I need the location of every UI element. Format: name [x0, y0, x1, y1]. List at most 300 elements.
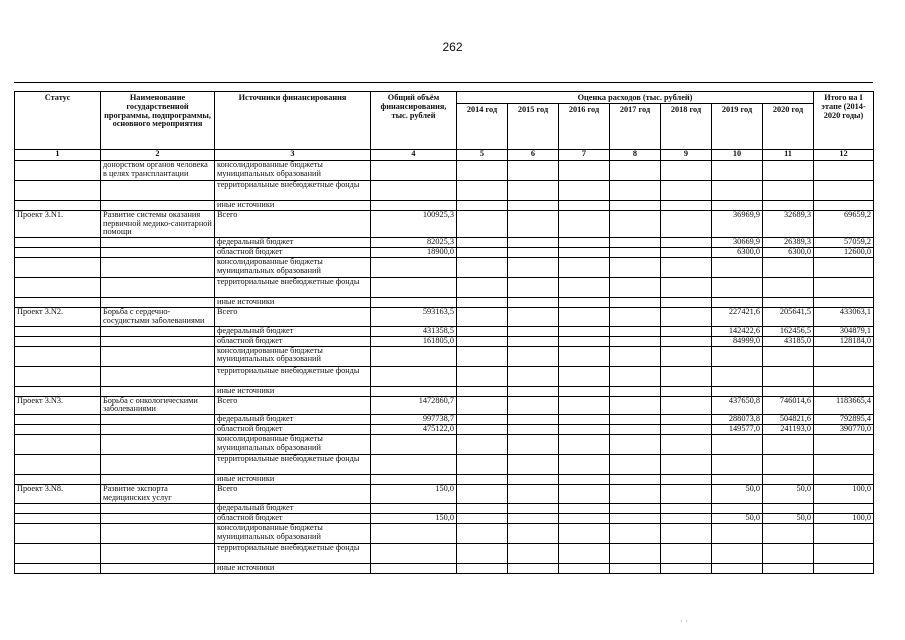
total-cell: [371, 435, 457, 455]
total-cell: [371, 563, 457, 573]
column-number: 4: [371, 149, 457, 160]
year-2019-cell: [712, 475, 763, 485]
source-cell: консолидированные бюджеты муниципальных образований: [215, 160, 371, 180]
total-cell: [371, 475, 457, 485]
year-cell: [610, 503, 661, 513]
year-cell: [508, 200, 559, 210]
source-cell: консолидированные бюджеты муниципальных образований: [215, 346, 371, 366]
header-year: 2018 год: [661, 103, 712, 149]
year-cell: [457, 435, 508, 455]
year-cell: [508, 308, 559, 327]
status-cell: [15, 435, 101, 455]
year-cell: [559, 563, 610, 573]
table-row: [15, 308, 874, 327]
column-number: 9: [661, 149, 712, 160]
header-year: 2015 год: [508, 103, 559, 149]
table-row: [15, 160, 874, 180]
year-2020-cell: [763, 386, 814, 396]
stage-total-cell: 304879,1: [814, 326, 874, 336]
year-2019-cell: [712, 366, 763, 386]
table-row: [15, 523, 874, 543]
source-cell: областной бюджет: [215, 513, 371, 523]
total-cell: [371, 523, 457, 543]
stage-total-cell: 390770,0: [814, 425, 874, 435]
year-cell: [610, 180, 661, 200]
year-cell: [610, 485, 661, 504]
year-2020-cell: 26389,3: [763, 238, 814, 248]
table-row: [15, 475, 874, 485]
year-cell: [661, 308, 712, 327]
year-cell: [610, 415, 661, 425]
table-row: [15, 200, 874, 210]
year-2020-cell: [763, 503, 814, 513]
total-cell: 150,0: [371, 485, 457, 504]
total-cell: 997738,7: [371, 415, 457, 425]
name-cell: [101, 503, 215, 513]
year-cell: [661, 210, 712, 237]
total-cell: 18900,0: [371, 248, 457, 258]
year-cell: [457, 258, 508, 278]
year-cell: [559, 278, 610, 298]
year-2019-cell: [712, 435, 763, 455]
year-cell: [559, 386, 610, 396]
year-2020-cell: [763, 200, 814, 210]
year-cell: [559, 336, 610, 346]
scan-artifact: · ·: [680, 617, 688, 626]
status-cell: [15, 523, 101, 543]
name-cell: [101, 415, 215, 425]
year-2019-cell: 437650,8: [712, 396, 763, 415]
year-cell: [661, 485, 712, 504]
stage-total-cell: 12600,0: [814, 248, 874, 258]
name-cell: [101, 523, 215, 543]
year-2019-cell: [712, 298, 763, 308]
year-2019-cell: [712, 346, 763, 366]
table-row: [15, 210, 874, 237]
year-cell: [508, 336, 559, 346]
column-number: 2: [101, 149, 215, 160]
column-number: 10: [712, 149, 763, 160]
year-cell: [457, 475, 508, 485]
year-cell: [508, 346, 559, 366]
year-cell: [508, 258, 559, 278]
source-cell: консолидированные бюджеты муниципальных образований: [215, 523, 371, 543]
year-2020-cell: [763, 298, 814, 308]
source-cell: федеральный бюджет: [215, 415, 371, 425]
year-cell: [610, 435, 661, 455]
stage-total-cell: 57059,2: [814, 238, 874, 248]
source-cell: Всего: [215, 485, 371, 504]
year-cell: [457, 326, 508, 336]
source-cell: консолидированные бюджеты муниципальных образований: [215, 258, 371, 278]
status-cell: [15, 513, 101, 523]
status-cell: [15, 425, 101, 435]
year-cell: [559, 415, 610, 425]
source-cell: территориальные внебюджетные фонды: [215, 543, 371, 563]
page-number: 262: [442, 40, 463, 54]
year-2020-cell: [763, 160, 814, 180]
header-year: 2014 год: [457, 103, 508, 149]
year-cell: [559, 455, 610, 475]
year-2019-cell: 288073,8: [712, 415, 763, 425]
source-cell: территориальные внебюджетные фонды: [215, 366, 371, 386]
name-cell: [101, 513, 215, 523]
table-row: [15, 513, 874, 523]
total-cell: 161805,0: [371, 336, 457, 346]
stage-total-cell: [814, 160, 874, 180]
year-cell: [661, 563, 712, 573]
stage-total-cell: [814, 278, 874, 298]
source-cell: федеральный бюджет: [215, 238, 371, 248]
year-cell: [610, 238, 661, 248]
header-estimate: Оценка расходов (тыс. рублей): [457, 92, 814, 104]
year-cell: [661, 435, 712, 455]
column-number: 3: [215, 149, 371, 160]
year-2020-cell: 162456,5: [763, 326, 814, 336]
name-cell: [101, 475, 215, 485]
top-rule: [14, 82, 873, 83]
year-cell: [610, 326, 661, 336]
year-cell: [457, 396, 508, 415]
year-cell: [661, 543, 712, 563]
year-2019-cell: 6300,0: [712, 248, 763, 258]
year-cell: [457, 278, 508, 298]
year-cell: [457, 563, 508, 573]
year-cell: [508, 455, 559, 475]
header-year: 2020 год: [763, 103, 814, 149]
budget-table: [14, 91, 874, 574]
year-cell: [457, 160, 508, 180]
name-cell: [101, 258, 215, 278]
source-cell: иные источники: [215, 563, 371, 573]
source-cell: иные источники: [215, 200, 371, 210]
total-cell: [371, 160, 457, 180]
source-cell: областной бюджет: [215, 425, 371, 435]
stage-total-cell: [814, 180, 874, 200]
status-cell: [15, 298, 101, 308]
year-cell: [661, 200, 712, 210]
status-cell: [15, 366, 101, 386]
year-cell: [508, 366, 559, 386]
total-cell: [371, 543, 457, 563]
year-cell: [661, 298, 712, 308]
year-cell: [661, 326, 712, 336]
year-cell: [457, 346, 508, 366]
stage-total-cell: [814, 543, 874, 563]
table-row: [15, 326, 874, 336]
total-cell: 475122,0: [371, 425, 457, 435]
year-cell: [661, 346, 712, 366]
year-cell: [559, 435, 610, 455]
year-cell: [610, 278, 661, 298]
year-cell: [508, 326, 559, 336]
year-cell: [508, 248, 559, 258]
header-year: 2017 год: [610, 103, 661, 149]
year-cell: [559, 248, 610, 258]
year-cell: [559, 475, 610, 485]
table-row: [15, 366, 874, 386]
name-cell: [101, 248, 215, 258]
name-cell: Развитие экспорта медицинских услуг: [101, 485, 215, 504]
year-2019-cell: [712, 180, 763, 200]
year-2020-cell: [763, 180, 814, 200]
year-cell: [508, 425, 559, 435]
year-cell: [610, 425, 661, 435]
year-cell: [661, 238, 712, 248]
year-cell: [457, 503, 508, 513]
name-cell: [101, 543, 215, 563]
year-cell: [457, 425, 508, 435]
year-cell: [559, 503, 610, 513]
year-2019-cell: [712, 543, 763, 563]
year-2019-cell: [712, 258, 763, 278]
year-cell: [508, 475, 559, 485]
year-cell: [508, 298, 559, 308]
year-cell: [661, 366, 712, 386]
year-2020-cell: 746014,6: [763, 396, 814, 415]
year-cell: [610, 396, 661, 415]
year-cell: [610, 513, 661, 523]
stage-total-cell: 100,0: [814, 485, 874, 504]
status-cell: [15, 248, 101, 258]
year-cell: [508, 523, 559, 543]
status-cell: [15, 200, 101, 210]
status-cell: [15, 336, 101, 346]
year-cell: [610, 366, 661, 386]
stage-total-cell: [814, 200, 874, 210]
header-total: Общий объём финансирования, тыс. рублей: [371, 92, 457, 150]
stage-total-cell: [814, 298, 874, 308]
name-cell: Борьба с сердечно-сосудистыми заболеваниями: [101, 308, 215, 327]
year-cell: [661, 278, 712, 298]
header-year: 2016 год: [559, 103, 610, 149]
status-cell: [15, 475, 101, 485]
year-cell: [661, 513, 712, 523]
year-cell: [508, 563, 559, 573]
name-cell: [101, 326, 215, 336]
table-row: [15, 180, 874, 200]
year-cell: [559, 425, 610, 435]
year-cell: [457, 180, 508, 200]
table-row: [15, 396, 874, 415]
year-cell: [661, 248, 712, 258]
table-row: [15, 248, 874, 258]
year-cell: [559, 513, 610, 523]
source-cell: иные источники: [215, 386, 371, 396]
column-number: 5: [457, 149, 508, 160]
name-cell: донорством органов человека в целях трансплантации: [101, 160, 215, 180]
status-cell: [15, 160, 101, 180]
year-2019-cell: [712, 503, 763, 513]
table-row: [15, 336, 874, 346]
source-cell: консолидированные бюджеты муниципальных образований: [215, 435, 371, 455]
source-cell: федеральный бюджет: [215, 503, 371, 513]
year-2020-cell: 50,0: [763, 513, 814, 523]
year-cell: [559, 210, 610, 237]
year-cell: [508, 485, 559, 504]
name-cell: [101, 455, 215, 475]
status-cell: [15, 543, 101, 563]
name-cell: [101, 366, 215, 386]
status-cell: [15, 563, 101, 573]
year-cell: [661, 396, 712, 415]
year-2019-cell: 84999,0: [712, 336, 763, 346]
table-row: [15, 543, 874, 563]
source-cell: территориальные внебюджетные фонды: [215, 278, 371, 298]
source-cell: областной бюджет: [215, 248, 371, 258]
table-row: [15, 238, 874, 248]
header-status: Статус: [15, 92, 101, 150]
status-cell: [15, 455, 101, 475]
total-cell: 100925,3: [371, 210, 457, 237]
table-row: [15, 435, 874, 455]
table-row: [15, 455, 874, 475]
year-cell: [457, 336, 508, 346]
year-2020-cell: [763, 455, 814, 475]
total-cell: [371, 298, 457, 308]
year-cell: [457, 543, 508, 563]
name-cell: Борьба с онкологическими заболеваниями: [101, 396, 215, 415]
year-2019-cell: [712, 455, 763, 475]
stage-total-cell: [814, 346, 874, 366]
year-cell: [661, 415, 712, 425]
header-name: Наименование государственной программы, подпрограммы, основного мероприятия: [101, 92, 215, 150]
year-cell: [661, 336, 712, 346]
year-2020-cell: [763, 258, 814, 278]
year-cell: [610, 160, 661, 180]
year-2020-cell: [763, 346, 814, 366]
year-2019-cell: 30669,9: [712, 238, 763, 248]
year-2019-cell: [712, 523, 763, 543]
table-row: [15, 415, 874, 425]
table-row: [15, 298, 874, 308]
table-row: [15, 425, 874, 435]
status-cell: [15, 278, 101, 298]
year-cell: [508, 386, 559, 396]
source-cell: Всего: [215, 396, 371, 415]
year-2019-cell: 227421,6: [712, 308, 763, 327]
total-cell: [371, 200, 457, 210]
source-cell: территориальные внебюджетные фонды: [215, 180, 371, 200]
column-number: 12: [814, 149, 874, 160]
year-cell: [610, 455, 661, 475]
year-2020-cell: 32689,3: [763, 210, 814, 237]
stage-total-cell: [814, 563, 874, 573]
year-cell: [559, 258, 610, 278]
stage-total-cell: [814, 475, 874, 485]
name-cell: [101, 386, 215, 396]
year-cell: [610, 543, 661, 563]
year-cell: [559, 366, 610, 386]
stage-total-cell: [814, 503, 874, 513]
total-cell: [371, 258, 457, 278]
name-cell: [101, 200, 215, 210]
year-cell: [661, 258, 712, 278]
year-cell: [457, 248, 508, 258]
name-cell: [101, 346, 215, 366]
year-cell: [457, 308, 508, 327]
total-cell: [371, 503, 457, 513]
year-2020-cell: 241193,0: [763, 425, 814, 435]
stage-total-cell: 128184,0: [814, 336, 874, 346]
year-cell: [559, 485, 610, 504]
year-cell: [661, 386, 712, 396]
year-cell: [508, 543, 559, 563]
name-cell: [101, 425, 215, 435]
name-cell: [101, 298, 215, 308]
year-cell: [457, 485, 508, 504]
table-row: [15, 278, 874, 298]
year-cell: [661, 523, 712, 543]
year-cell: [508, 396, 559, 415]
stage-total-cell: 1183665,4: [814, 396, 874, 415]
year-cell: [661, 475, 712, 485]
column-number: 7: [559, 149, 610, 160]
stage-total-cell: [814, 455, 874, 475]
year-cell: [559, 238, 610, 248]
status-cell: Проект 3.N2.: [15, 308, 101, 327]
source-cell: областной бюджет: [215, 336, 371, 346]
year-cell: [457, 366, 508, 386]
name-cell: Развитие системы оказания первичной медико-санитарной помощи: [101, 210, 215, 237]
year-2019-cell: [712, 160, 763, 180]
year-cell: [610, 336, 661, 346]
table-row: [15, 503, 874, 513]
year-2020-cell: [763, 563, 814, 573]
year-cell: [610, 200, 661, 210]
year-cell: [508, 180, 559, 200]
stage-total-cell: 69659,2: [814, 210, 874, 237]
status-cell: [15, 503, 101, 513]
total-cell: [371, 346, 457, 366]
total-cell: [371, 455, 457, 475]
table-row: [15, 258, 874, 278]
table-row: [15, 346, 874, 366]
status-cell: [15, 346, 101, 366]
status-cell: [15, 258, 101, 278]
header-year: 2019 год: [712, 103, 763, 149]
year-cell: [457, 238, 508, 248]
column-number: 8: [610, 149, 661, 160]
year-cell: [508, 415, 559, 425]
total-cell: 150,0: [371, 513, 457, 523]
year-cell: [508, 278, 559, 298]
year-cell: [559, 298, 610, 308]
year-2019-cell: 36969,9: [712, 210, 763, 237]
year-cell: [559, 396, 610, 415]
name-cell: [101, 336, 215, 346]
year-cell: [610, 248, 661, 258]
year-2020-cell: [763, 523, 814, 543]
year-cell: [457, 200, 508, 210]
source-cell: территориальные внебюджетные фонды: [215, 455, 371, 475]
total-cell: 431358,5: [371, 326, 457, 336]
year-2020-cell: [763, 366, 814, 386]
year-cell: [508, 503, 559, 513]
year-2020-cell: 50,0: [763, 485, 814, 504]
header-stage-total: Итого на I этапе (2014-2020 годы): [814, 92, 874, 150]
status-cell: [15, 326, 101, 336]
year-2019-cell: [712, 200, 763, 210]
status-cell: Проект 3.N3.: [15, 396, 101, 415]
year-cell: [610, 563, 661, 573]
year-cell: [508, 210, 559, 237]
year-cell: [661, 425, 712, 435]
year-cell: [508, 435, 559, 455]
year-cell: [610, 346, 661, 366]
year-2019-cell: [712, 278, 763, 298]
year-cell: [661, 455, 712, 475]
